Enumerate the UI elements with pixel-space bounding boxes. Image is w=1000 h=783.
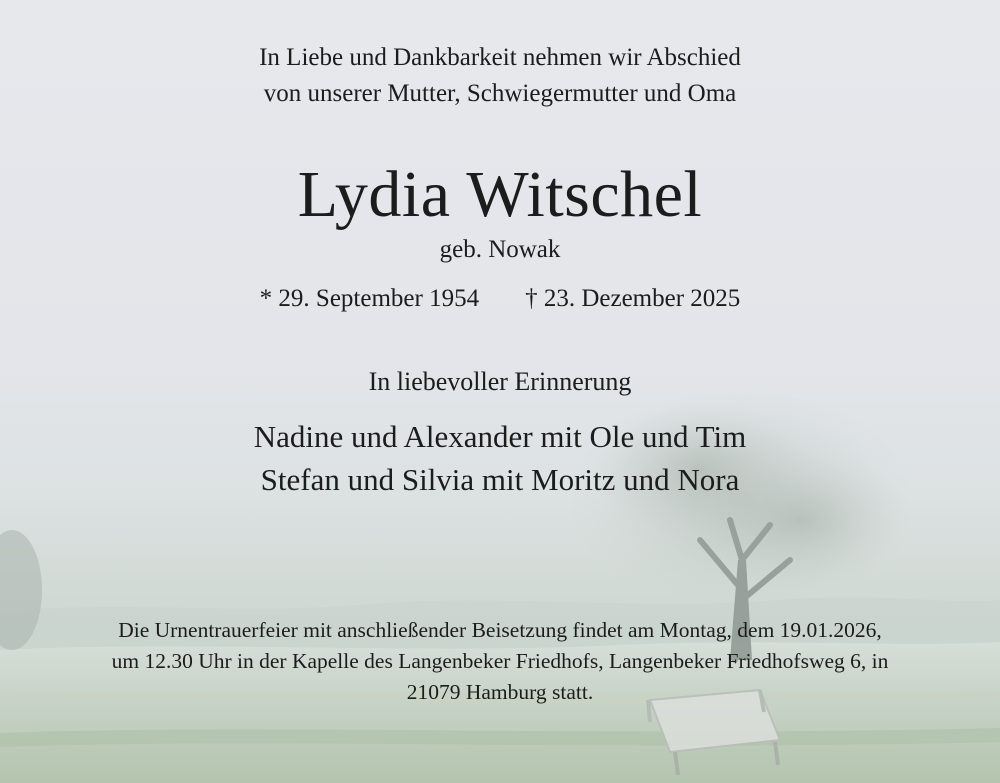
maiden-name: geb. Nowak xyxy=(439,236,561,263)
family-line-2: Stefan und Silvia mit Moritz und Nora xyxy=(260,462,740,497)
deceased-name: Lydia Witschel xyxy=(297,158,703,231)
service-line-3: 21079 Hamburg statt. xyxy=(406,680,594,704)
birth-date: * 29. September 1954 xyxy=(259,285,480,312)
death-date: † 23. Dezember 2025 xyxy=(525,285,741,312)
family-line-1: Nadine und Alexander mit Ole und Tim xyxy=(253,419,747,454)
service-line-1: Die Urnentrauerfeier mit anschließender Beisetzung findet am Montag, dem 19.01.2026, xyxy=(118,618,882,642)
memory-line: In liebevoller Erinnerung xyxy=(368,367,632,396)
intro-line-1: In Liebe und Dankbarkeit nehmen wir Abschied xyxy=(259,44,741,71)
intro-line-2: von unserer Mutter, Schwiegermutter und Oma xyxy=(263,80,737,107)
service-line-2: um 12.30 Uhr in der Kapelle des Langenbeker Friedhofs, Langenbeker Friedhofsweg 6, in xyxy=(111,649,889,673)
life-dates xyxy=(0,284,1000,314)
